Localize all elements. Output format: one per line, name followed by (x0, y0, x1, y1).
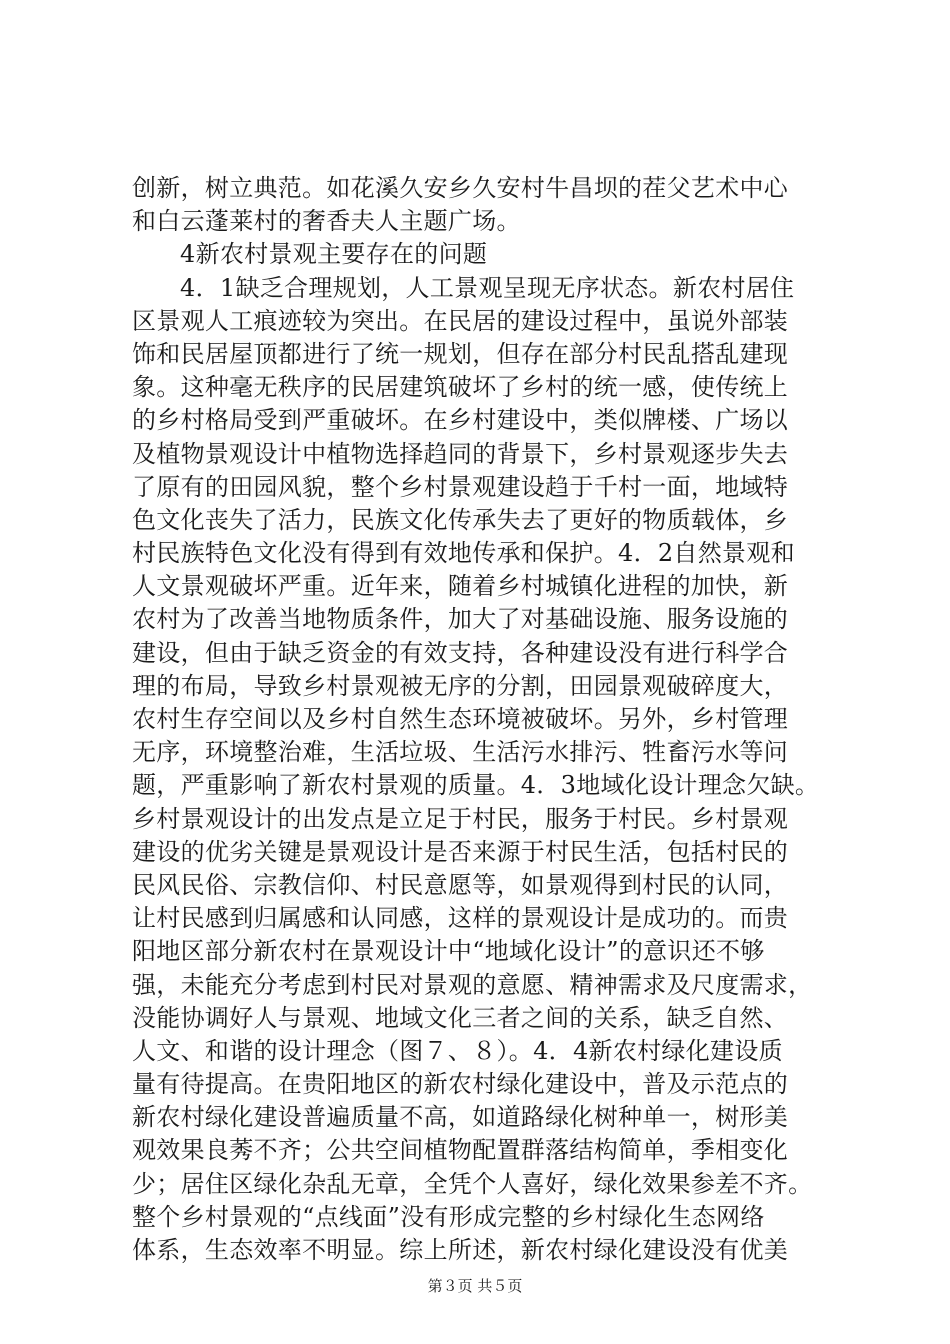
text-line: 整个乡村景观的“点线面”没有形成完整的乡村绿化生态网络 (132, 1202, 765, 1231)
text-line: 让村民感到归属感和认同感，这样的景观设计是成功的。而贵 (132, 904, 789, 933)
text-line: 少；居住区绿化杂乱无章，全凭个人喜好，绿化效果参差不齐。 (132, 1169, 813, 1198)
text-line: 及植物景观设计中植物选择趋同的背景下，乡村景观逐步失去 (132, 439, 789, 468)
text-line: 无序，环境整治难，生活垃圾、生活污水排污、牲畜污水等问 (132, 738, 789, 767)
text-line: 饰和民居屋顶都进行了统一规划，但存在部分村民乱搭乱建现 (132, 339, 789, 368)
text-line: 理的布局，导致乡村景观被无序的分割，田园景观破碎度大， (132, 671, 789, 700)
text-line: 新农村绿化建设普遍质量不高，如道路绿化树种单一，树形美 (132, 1103, 789, 1132)
text-line: 区景观人工痕迹较为突出。在民居的建设过程中，虽说外部装 (132, 306, 789, 335)
text-line: 建设，但由于缺乏资金的有效支持，各种建设没有进行科学合 (132, 638, 789, 667)
text-line: 民风民俗、宗教信仰、村民意愿等，如景观得到村民的认同， (132, 870, 789, 899)
text-line: 农村生存空间以及乡村自然生态环境被破坏。另外，乡村管理 (132, 705, 789, 733)
text-line: 村民族特色文化没有得到有效地传承和保护。4．2自然景观和 (132, 539, 795, 568)
text-line: 体系，生态效率不明显。综上所述，新农村绿化建设没有优美 (132, 1236, 789, 1264)
text-line: 量有待提高。在贵阳地区的新农村绿化建设中，普及示范点的 (132, 1070, 789, 1099)
text-line: 创新，树立典范。如花溪久安乡久安村牛昌坝的茬父艺术中心 (132, 174, 789, 202)
text-line: 和白云蓬莱村的奢香夫人主题广场。 (132, 207, 521, 236)
text-line: 农村为了改善当地物质条件，加大了对基础设施、服务设施的 (132, 605, 789, 634)
text-line: 的乡村格局受到严重破坏。在乡村建设中，类似牌楼、广场以 (132, 406, 789, 435)
page-footer: 第３页 共５页 (427, 1277, 523, 1295)
text-line: 题，严重影响了新农村景观的质量。4．3地域化设计理念欠缺。 (132, 771, 820, 800)
text-line: 乡村景观设计的出发点是立足于村民，服务于村民。乡村景观 (132, 804, 789, 833)
text-line: 观效果良莠不齐；公共空间植物配置群落结构简单，季相变化 (132, 1136, 789, 1165)
text-line: 人文、和谐的设计理念（图７、８）。4．4新农村绿化建设质 (132, 1036, 783, 1065)
text-line: 色文化丧失了活力，民族文化传承失去了更好的物质载体，乡 (132, 505, 789, 534)
text-line: 了原有的田园风貌，整个乡村景观建设趋于千村一面，地域特 (132, 472, 789, 501)
body-text (132, 172, 832, 1267)
text-line: 没能协调好人与景观、地域文化三者之间的关系，缺乏自然、 (132, 1003, 789, 1032)
text-line: 4．1缺乏合理规划，人工景观呈现无序状态。新农村居住 (180, 273, 795, 302)
text-line: 阳地区部分新农村在景观设计中“地域化设计”的意识还不够 (132, 937, 765, 966)
text-line: 4新农村景观主要存在的问题 (180, 240, 488, 269)
text-line: 人文景观破坏严重。近年来，随着乡村城镇化进程的加快，新 (132, 572, 789, 601)
text-line: 建设的优劣关键是景观设计是否来源于村民生活，包括村民的 (132, 837, 789, 866)
text-line: 强，未能充分考虑到村民对景观的意愿、精神需求及尺度需求， (132, 970, 813, 999)
text-line: 象。这种毫无秩序的民居建筑破坏了乡村的统一感，使传统上 (132, 373, 789, 402)
